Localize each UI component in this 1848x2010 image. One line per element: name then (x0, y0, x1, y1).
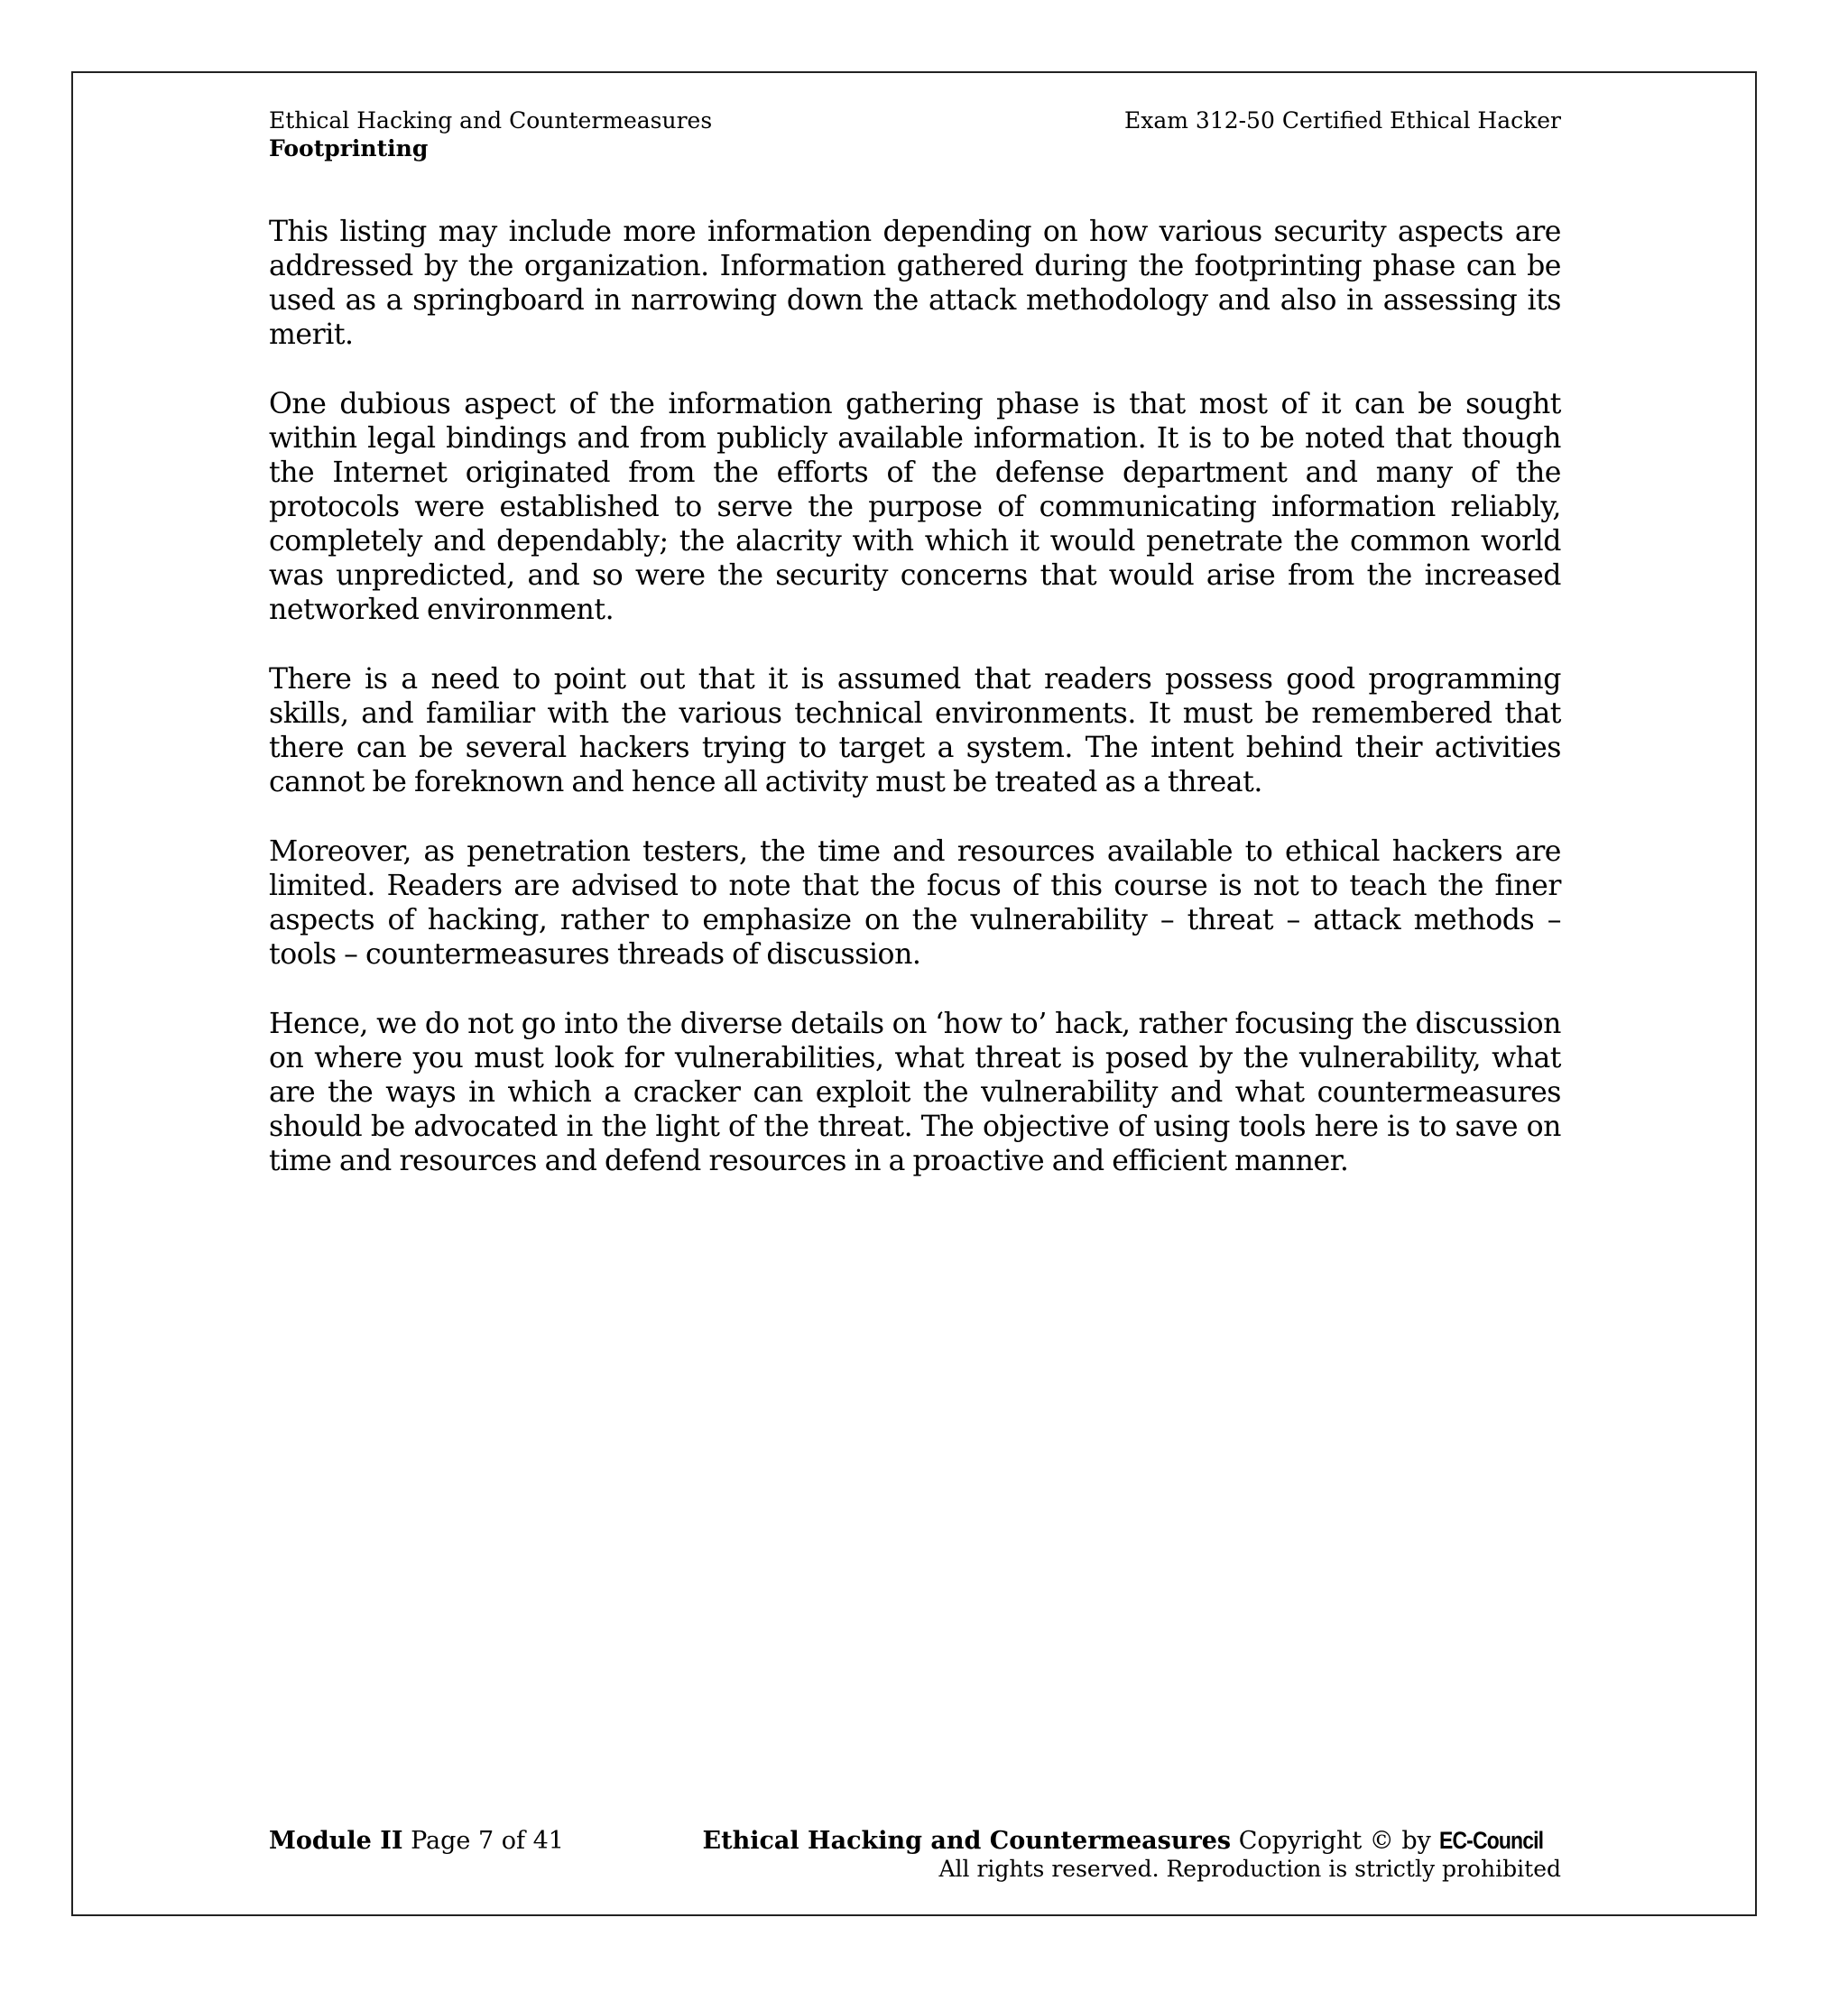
book-title: Ethical Hacking and Countermeasures (269, 107, 713, 134)
module-label: Module II (269, 1827, 403, 1855)
page-info: Page 7 of 41 (411, 1827, 564, 1855)
copyright-title: Ethical Hacking and Countermeasures (702, 1827, 1232, 1855)
paragraph: One dubious aspect of the information gathering phase is that most of it can be sought within legal bindings and from publicly available information. It is to be noted that though the Internet originated from the efforts of the defense department and many of the protocols were established to serve the purpose of communicating information reliably, completely and dependably; the alacrity with which it would penetrate the common world was unpredicted, and so were the security concerns that would arise from the increased networked environment. (269, 388, 1561, 626)
page-body (269, 215, 1561, 1213)
copyright-block (703, 1826, 1561, 1883)
header-left (269, 106, 712, 162)
paragraph: There is a need to point out that it is assumed that readers possess good programming skills, and familiar with the various technical environments. It must be remembered that there can be several hackers trying to target a system. The intent behind their activities cannot be foreknown and hence all activity must be treated as a threat. (269, 663, 1561, 798)
paragraph: Hence, we do not go into the diverse details on ‘how to’ hack, rather focusing the discussion on where you must look for vulnerabilities, what threat is posed by the vulnerability, what are the ways in which a cracker can exploit the vulnerability and what countermeasures should be advocated in the light of the threat. The objective of using tools here is to save on time and resources and defend resources in a proactive and efficient manner. (269, 1008, 1561, 1177)
rights-notice: All rights reserved. Reproduction is strictly prohibited (938, 1856, 1561, 1882)
paragraph: This listing may include more information depending on how various security aspects are addressed by the organization. Information gathered during the footprinting phase can be used as a springboard in narrowing down the attack methodology and also in assessing its merit. (269, 216, 1561, 351)
module-name: Footprinting (269, 135, 429, 161)
ec-council-logo: EC-Council (1438, 1827, 1543, 1854)
copyright-text: Copyright © by (1238, 1827, 1431, 1855)
exam-title: Exam 312-50 Certified Ethical Hacker (1123, 107, 1561, 134)
paragraph: Moreover, as penetration testers, the time and resources available to ethical hackers are limited. Readers are advised to note that the focus of this course is not to teach the finer aspects of hacking, rather to emphasize on the vulnerability – threat – attack methods – tools – countermeasures threads of discussion. (269, 835, 1561, 971)
copyright-line (703, 1826, 1561, 1856)
page-number (269, 1826, 564, 1856)
